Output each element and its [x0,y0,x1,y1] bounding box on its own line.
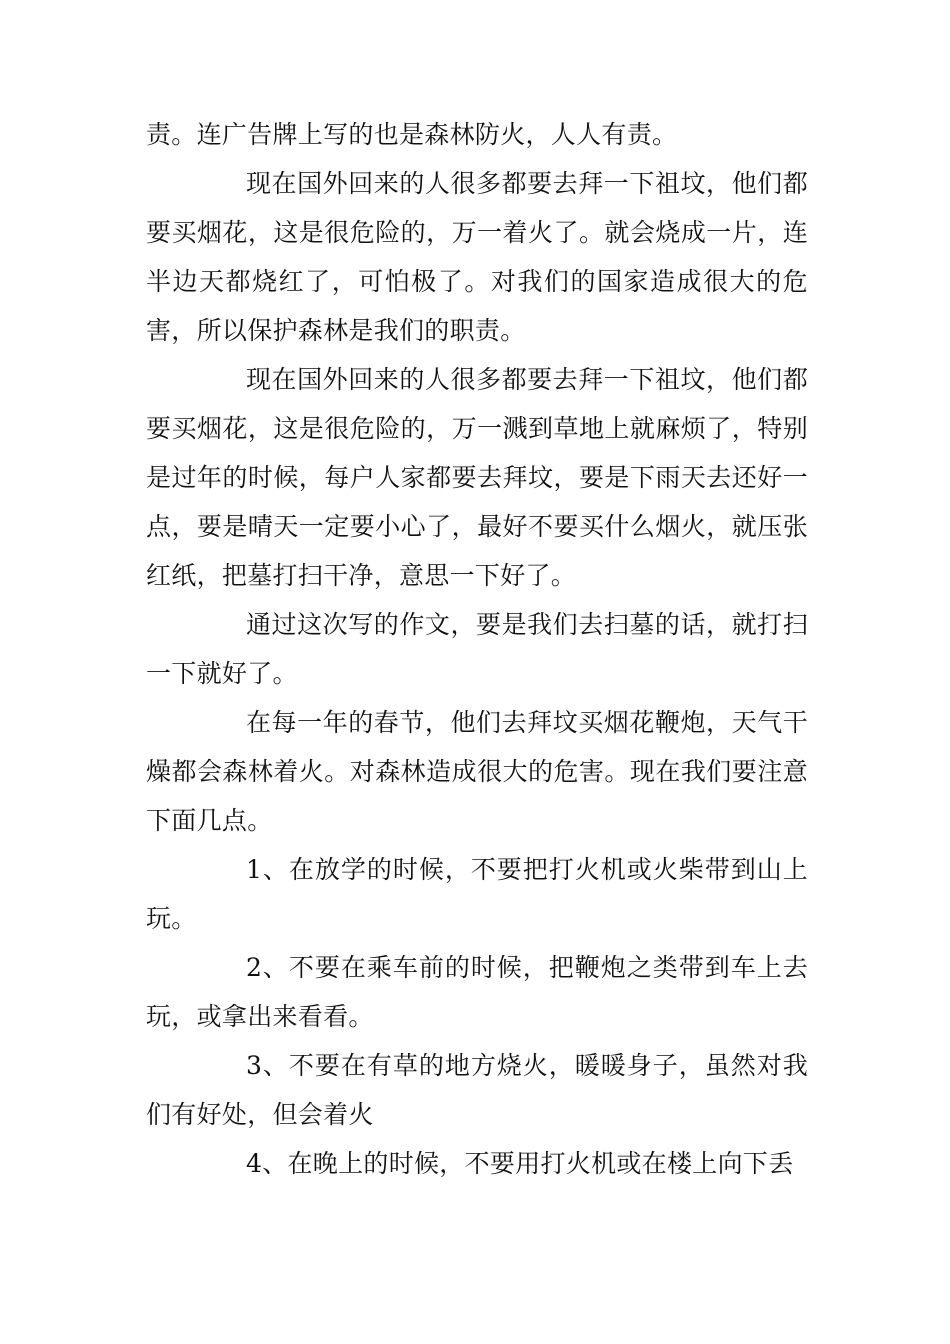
paragraph-4: 通过这次写的作文，要是我们去扫墓的话，就打扫一下就好了。 [146,610,808,688]
list-item-3: 3、不要在有草的地方烧火，暖暖身子，虽然对我们有好处，但会着火 [146,1051,808,1129]
paragraph-1: 责。连广告牌上写的也是森林防火，人人有责。 [146,120,678,149]
list-item-4: 4、在晚上的时候，不要用打火机或在楼上向下丢 [246,1149,794,1178]
list-item-1: 1、在放学的时候，不要把打火机或火柴带到山上玩。 [146,855,808,933]
paragraph-3: 现在国外回来的人很多都要去拜一下祖坟，他们都要买烟花，这是很危险的，万一溅到草地上就麻烦了，特别是过年的时候，每户人家都要去拜坟，要是下雨天去还好一点，要是晴天一定要小心了，最好不要买什么烟火，就压张红纸，把墓打扫干净，意思一下好了。 [146,365,808,590]
document-page [146,110,808,1188]
paragraph-2: 现在国外回来的人很多都要去拜一下祖坟，他们都要买烟花，这是很危险的，万一着火了。就会烧成一片，连半边天都烧红了，可怕极了。对我们的国家造成很大的危害，所以保护森林是我们的职责。 [146,169,808,345]
list-item-2: 2、不要在乘车前的时候，把鞭炮之类带到车上去玩，或拿出来看看。 [146,953,808,1031]
paragraph-5: 在每一年的春节，他们去拜坟买烟花鞭炮，天气干燥都会森林着火。对森林造成很大的危害。现在我们要注意下面几点。 [146,708,808,835]
